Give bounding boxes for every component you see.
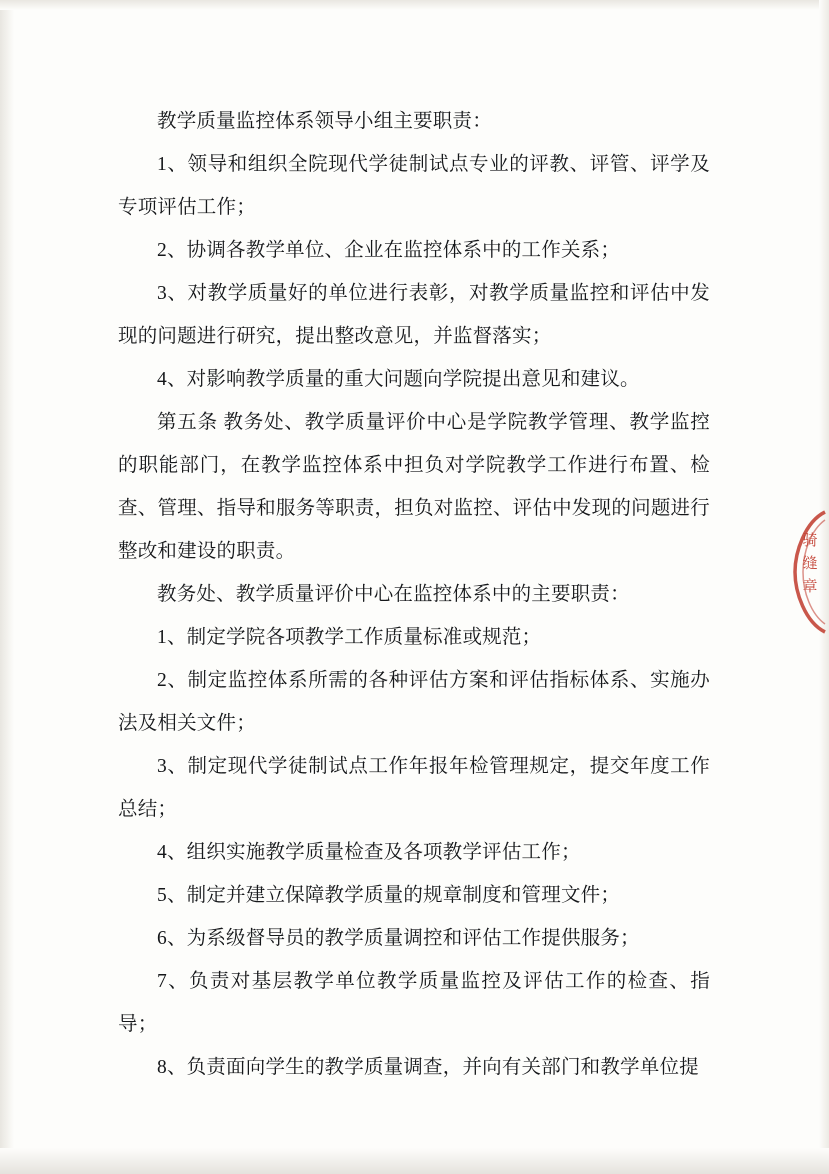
page-edge-shadow-top xyxy=(0,0,829,10)
paragraph: 2、协调各教学单位、企业在监控体系中的工作关系； xyxy=(157,240,621,261)
document-body xyxy=(118,100,710,1089)
paragraph: 2、制定监控体系所需的各种评估方案和评估指标体系、实施办法及相关文件； xyxy=(118,670,710,734)
paragraph: 教学质量监控体系领导小组主要职责： xyxy=(157,111,492,132)
paragraph: 4、对影响教学质量的重大问题向学院提出意见和建议。 xyxy=(157,369,640,390)
paragraph: 3、制定现代学徒制试点工作年报年检管理规定，提交年度工作总结； xyxy=(118,756,710,820)
page-edge-shadow-right xyxy=(819,0,829,1174)
paragraph: 7、负责对基层教学单位教学质量监控及评估工作的检查、指导； xyxy=(118,971,710,1035)
seal-icon xyxy=(791,508,827,636)
paragraph: 1、制定学院各项教学工作质量标准或规范； xyxy=(157,627,542,648)
seal-stamp xyxy=(791,508,827,636)
paragraph: 8、负责面向学生的教学质量调查，并向有关部门和教学单位提 xyxy=(157,1057,699,1078)
paragraph: 5、制定并建立保障教学质量的规章制度和管理文件； xyxy=(157,885,621,906)
paragraph: 6、为系级督导员的教学质量调控和评估工作提供服务； xyxy=(157,928,640,949)
paragraph: 第五条 教务处、教学质量评价中心是学院教学管理、教学监控的职能部门，在教学监控体系中担负对学院教学工作进行布置、检查、管理、指导和服务等职责，担负对监控、评估中发现的问题进行整改和建设的职责。 xyxy=(118,412,710,562)
paragraph: 教务处、教学质量评价中心在监控体系中的主要职责： xyxy=(157,584,630,605)
seal-label: 骑缝章 xyxy=(802,533,818,595)
paragraph: 3、对教学质量好的单位进行表彰，对教学质量监控和评估中发现的问题进行研究，提出整改意见，并监督落实； xyxy=(118,283,710,347)
page-edge-shadow-left xyxy=(0,0,14,1174)
paragraph: 4、组织实施教学质量检查及各项教学评估工作； xyxy=(157,842,581,863)
page-edge-shadow-bottom xyxy=(0,1148,829,1174)
paragraph: 1、领导和组织全院现代学徒制试点专业的评教、评管、评学及专项评估工作； xyxy=(118,154,710,218)
